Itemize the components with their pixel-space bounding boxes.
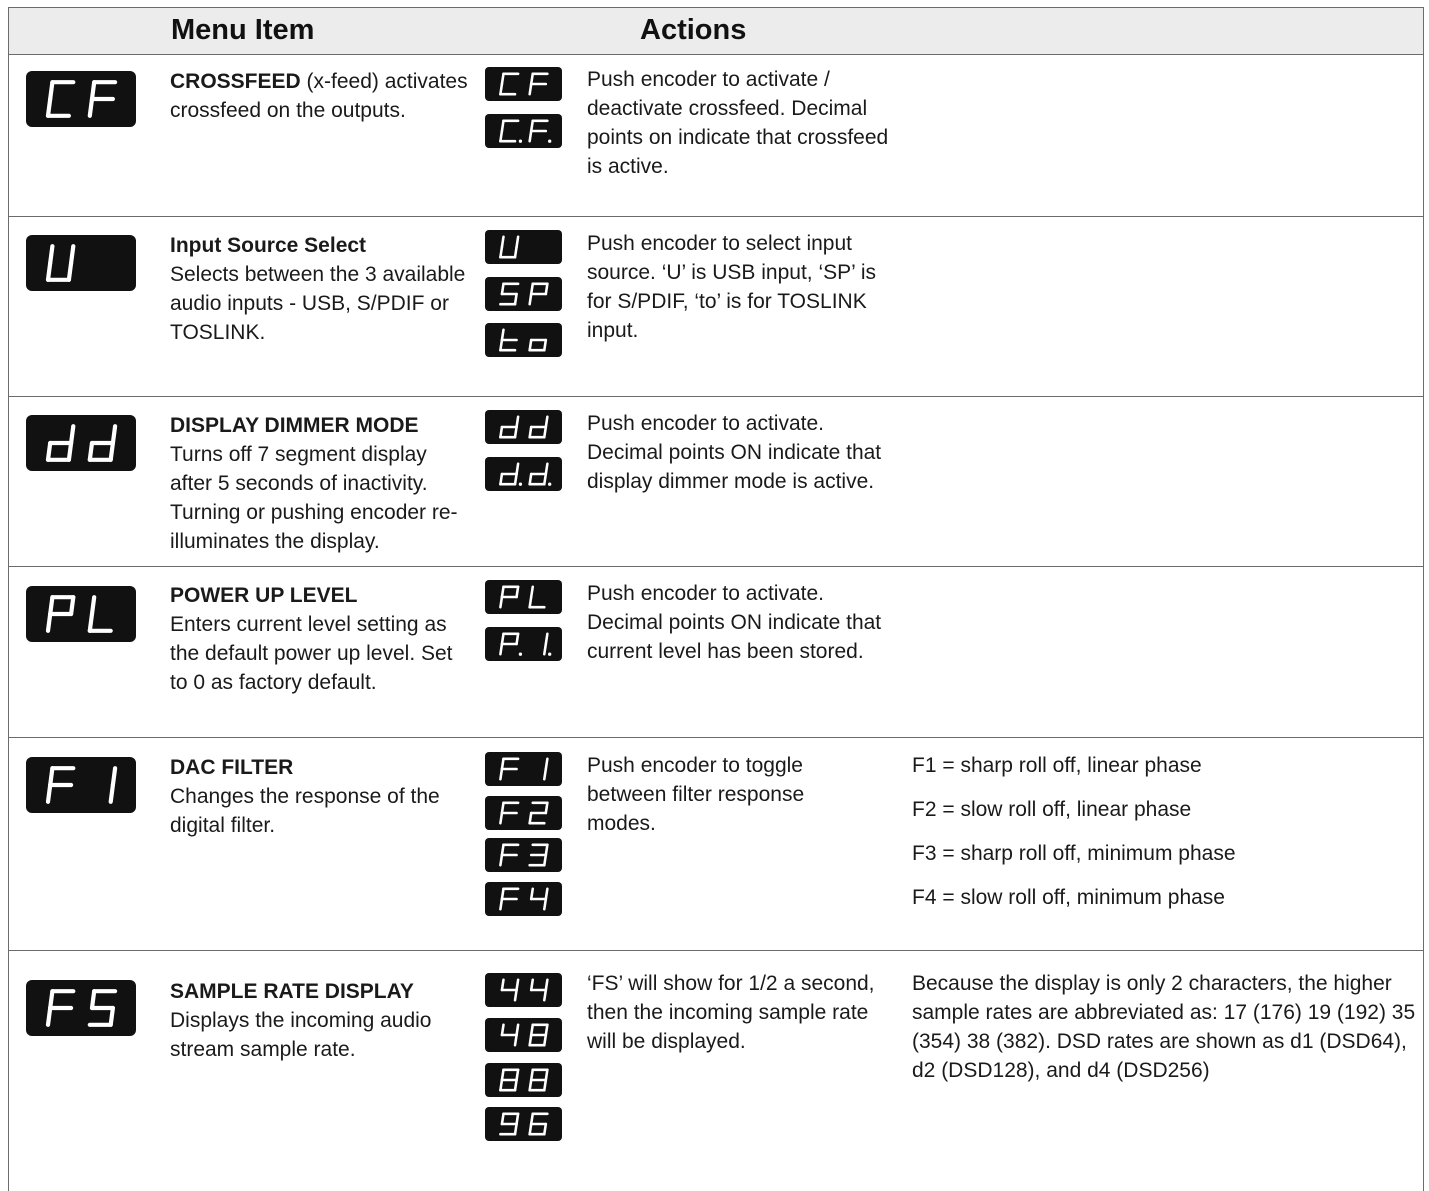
segment-b	[546, 417, 548, 427]
table-row-crossfeed	[9, 55, 1423, 217]
segment-e	[530, 597, 532, 607]
segment-e	[48, 785, 50, 802]
menu-item-title-suffix: (x-feed)	[300, 70, 379, 93]
segment-c	[515, 427, 517, 437]
display-icon	[485, 230, 562, 264]
segment-e	[90, 443, 92, 460]
menu-item-title: Input Source Select	[170, 234, 367, 257]
segment-e	[500, 1080, 502, 1090]
display-icon	[485, 410, 562, 444]
segment-c	[544, 990, 546, 1000]
segment-b	[546, 889, 548, 899]
segment-f	[92, 82, 94, 99]
segment-e	[530, 474, 532, 484]
segment-f	[502, 587, 504, 597]
segment-f	[50, 991, 52, 1008]
segment-c	[515, 294, 517, 304]
display-icon	[26, 980, 136, 1036]
segment-c	[544, 1124, 546, 1134]
segment-f	[531, 980, 533, 990]
display-icon	[26, 586, 136, 642]
segment-e	[500, 597, 502, 607]
sample-rate-notes	[912, 969, 1417, 1085]
segment-b	[517, 464, 519, 474]
menu-item-text: Displays the incoming audio stream sample rate.	[170, 1009, 432, 1061]
segment-e	[90, 99, 92, 116]
segment-b	[546, 759, 548, 769]
segment-f	[531, 587, 533, 597]
display-icon	[485, 973, 562, 1007]
segment-c	[111, 785, 113, 802]
segment-f	[502, 237, 504, 247]
segment-f	[502, 803, 504, 813]
menu-table	[8, 7, 1424, 1191]
menu-item-title: POWER UP LEVEL	[170, 584, 358, 607]
segment-e	[500, 84, 502, 94]
segment-e	[530, 131, 532, 141]
segment-f	[531, 1025, 533, 1035]
display-icon	[485, 838, 562, 872]
action-text: Push encoder to activate. Decimal points ON indicate that display dimmer mode is active.	[587, 412, 882, 493]
segment-c	[515, 474, 517, 484]
segment-b	[546, 980, 548, 990]
display-icon	[485, 752, 562, 786]
segment-c	[544, 769, 546, 779]
segment-c	[515, 247, 517, 257]
segment-e	[500, 769, 502, 779]
segment-b	[71, 246, 73, 263]
segment-b	[546, 1025, 548, 1035]
display-icon	[485, 627, 562, 661]
segment-e	[530, 427, 532, 437]
segment-e	[500, 340, 502, 350]
display-icon	[485, 114, 562, 148]
segment-f	[502, 1070, 504, 1080]
segment-b	[71, 597, 73, 614]
segment-c	[69, 443, 71, 460]
segment-f	[502, 980, 504, 990]
action-text: Push encoder to select input source. ‘U’ is USB input, ‘SP’ is for S/PDIF, ‘to’ is for TOSLINK input.	[587, 232, 877, 342]
menu-item-description	[170, 231, 470, 347]
segment-f	[531, 74, 533, 84]
segment-f	[531, 1070, 533, 1080]
table-row-sample-rate	[9, 951, 1423, 1191]
segment-b	[517, 1114, 519, 1124]
segment-e	[530, 84, 532, 94]
segment-b	[517, 587, 519, 597]
segment-f	[531, 121, 533, 131]
segment-c	[544, 644, 546, 654]
display-icon	[485, 1107, 562, 1141]
segment-e	[48, 614, 50, 631]
segment-b	[113, 768, 115, 785]
segment-e	[500, 813, 502, 823]
segment-c	[111, 1008, 113, 1025]
menu-item-description	[170, 67, 470, 125]
segment-f	[531, 889, 533, 899]
decimal-point	[519, 653, 522, 656]
display-icon	[485, 323, 562, 357]
display-icon	[26, 757, 136, 813]
note-text: F1 = sharp roll off, linear phase	[912, 754, 1202, 777]
segment-c	[515, 1124, 517, 1134]
segment-f	[502, 845, 504, 855]
segment-c	[515, 1080, 517, 1090]
segment-f	[531, 1114, 533, 1124]
segment-b	[517, 980, 519, 990]
segment-c	[544, 1035, 546, 1045]
segment-e	[90, 614, 92, 631]
menu-item-description	[170, 753, 470, 840]
segment-b	[546, 845, 548, 855]
segment-e	[48, 99, 50, 116]
display-icon	[485, 580, 562, 614]
segment-e	[500, 247, 502, 257]
segment-c	[69, 263, 71, 280]
segment-e	[500, 899, 502, 909]
display-icon	[485, 882, 562, 916]
menu-item-description	[170, 411, 470, 556]
segment-f	[502, 121, 504, 131]
segment-e	[530, 294, 532, 304]
menu-item-title: DAC FILTER	[170, 756, 294, 779]
display-icon	[485, 67, 562, 101]
segment-f	[50, 597, 52, 614]
segment-b	[71, 426, 73, 443]
segment-f	[502, 330, 504, 340]
menu-item-text: Turns off 7 segment display after 5 seconds of inactivity. Turning or pushing encoder re-illuminates the display.	[170, 443, 458, 553]
table-row-dac-filter	[9, 738, 1423, 951]
table-header	[9, 8, 1423, 55]
segment-f	[502, 1114, 504, 1124]
segment-c	[544, 855, 546, 865]
segment-f	[50, 246, 52, 263]
segment-e	[500, 644, 502, 654]
segment-e	[530, 1124, 532, 1134]
segment-b	[546, 803, 548, 813]
segment-e	[48, 263, 50, 280]
segment-b	[517, 634, 519, 644]
segment-b	[517, 237, 519, 247]
menu-item-text: Changes the response of the digital filter.	[170, 785, 440, 837]
segment-c	[544, 1080, 546, 1090]
segment-c	[544, 427, 546, 437]
filter-notes	[912, 751, 1417, 927]
segment-b	[517, 1025, 519, 1035]
actions-header: Actions	[640, 14, 747, 46]
menu-item-title: SAMPLE RATE DISPLAY	[170, 980, 414, 1003]
menu-item-text: Enters current level setting as the default power up level. Set to 0 as factory default.	[170, 613, 453, 694]
segment-c	[544, 340, 546, 350]
table-row-power-up-level	[9, 567, 1423, 738]
segment-c	[515, 1035, 517, 1045]
note-text: Because the display is only 2 characters, the higher sample rates are abbreviated as: 17 (176) 19 (192) 35 (354) 38 (382). DSD rates are shown as d1 (DSD64), d2 (DSD128), and d4 (DSD256)	[912, 972, 1416, 1082]
menu-item-title: DISPLAY DIMMER MODE	[170, 414, 419, 437]
display-icon	[485, 1018, 562, 1052]
segment-e	[500, 474, 502, 484]
display-icon	[26, 71, 136, 127]
segment-b	[113, 426, 115, 443]
action-text: ‘FS’ will show for 1/2 a second, then the incoming sample rate will be displayed.	[587, 972, 875, 1053]
segment-f	[502, 889, 504, 899]
segment-b	[546, 1070, 548, 1080]
segment-e	[500, 855, 502, 865]
decimal-point	[548, 483, 551, 486]
segment-c	[544, 899, 546, 909]
action-text: Push encoder to activate. Decimal points ON indicate that current level has been stored.	[587, 582, 882, 663]
note-text: F2 = slow roll off, linear phase	[912, 798, 1192, 821]
note-text: F4 = slow roll off, minimum phase	[912, 886, 1225, 909]
segment-b	[546, 464, 548, 474]
menu-item-text: activates crossfeed on the outputs.	[170, 70, 468, 122]
segment-f	[92, 991, 94, 1008]
segment-e	[530, 1035, 532, 1045]
segment-b	[546, 284, 548, 294]
segment-f	[502, 74, 504, 84]
note-text: F3 = sharp roll off, minimum phase	[912, 842, 1236, 865]
segment-f	[50, 768, 52, 785]
segment-e	[48, 443, 50, 460]
segment-f	[502, 1025, 504, 1035]
segment-c	[515, 990, 517, 1000]
menu-item-description	[170, 581, 470, 697]
segment-f	[502, 634, 504, 644]
segment-e	[530, 813, 532, 823]
segment-e	[500, 131, 502, 141]
display-icon	[26, 415, 136, 471]
menu-item-header: Menu Item	[171, 14, 315, 46]
table-row-display-dimmer	[9, 397, 1423, 567]
segment-f	[92, 597, 94, 614]
segment-e	[530, 1080, 532, 1090]
action-text: Push encoder to toggle between filter response modes.	[587, 754, 805, 835]
segment-e	[530, 340, 532, 350]
segment-e	[500, 427, 502, 437]
display-icon	[485, 457, 562, 491]
segment-f	[502, 284, 504, 294]
decimal-point	[519, 483, 522, 486]
menu-item-text: Selects between the 3 available audio inputs - USB, S/PDIF or TOSLINK.	[170, 263, 466, 344]
segment-f	[531, 284, 533, 294]
menu-item-description	[170, 977, 470, 1064]
segment-b	[517, 417, 519, 427]
display-icon	[485, 277, 562, 311]
segment-f	[50, 82, 52, 99]
segment-c	[544, 474, 546, 484]
display-icon	[485, 1063, 562, 1097]
action-text: Push encoder to activate / deactivate crossfeed. Decimal points on indicate that crossfeed is active.	[587, 68, 889, 178]
segment-e	[48, 1008, 50, 1025]
segment-c	[111, 443, 113, 460]
menu-item-title: CROSSFEED	[170, 70, 301, 93]
decimal-point	[548, 653, 551, 656]
segment-f	[502, 759, 504, 769]
display-icon	[26, 235, 136, 291]
segment-b	[517, 1070, 519, 1080]
table-row-input-source	[9, 217, 1423, 397]
decimal-point	[548, 140, 551, 143]
segment-b	[546, 634, 548, 644]
decimal-point	[519, 140, 522, 143]
display-icon	[485, 796, 562, 830]
